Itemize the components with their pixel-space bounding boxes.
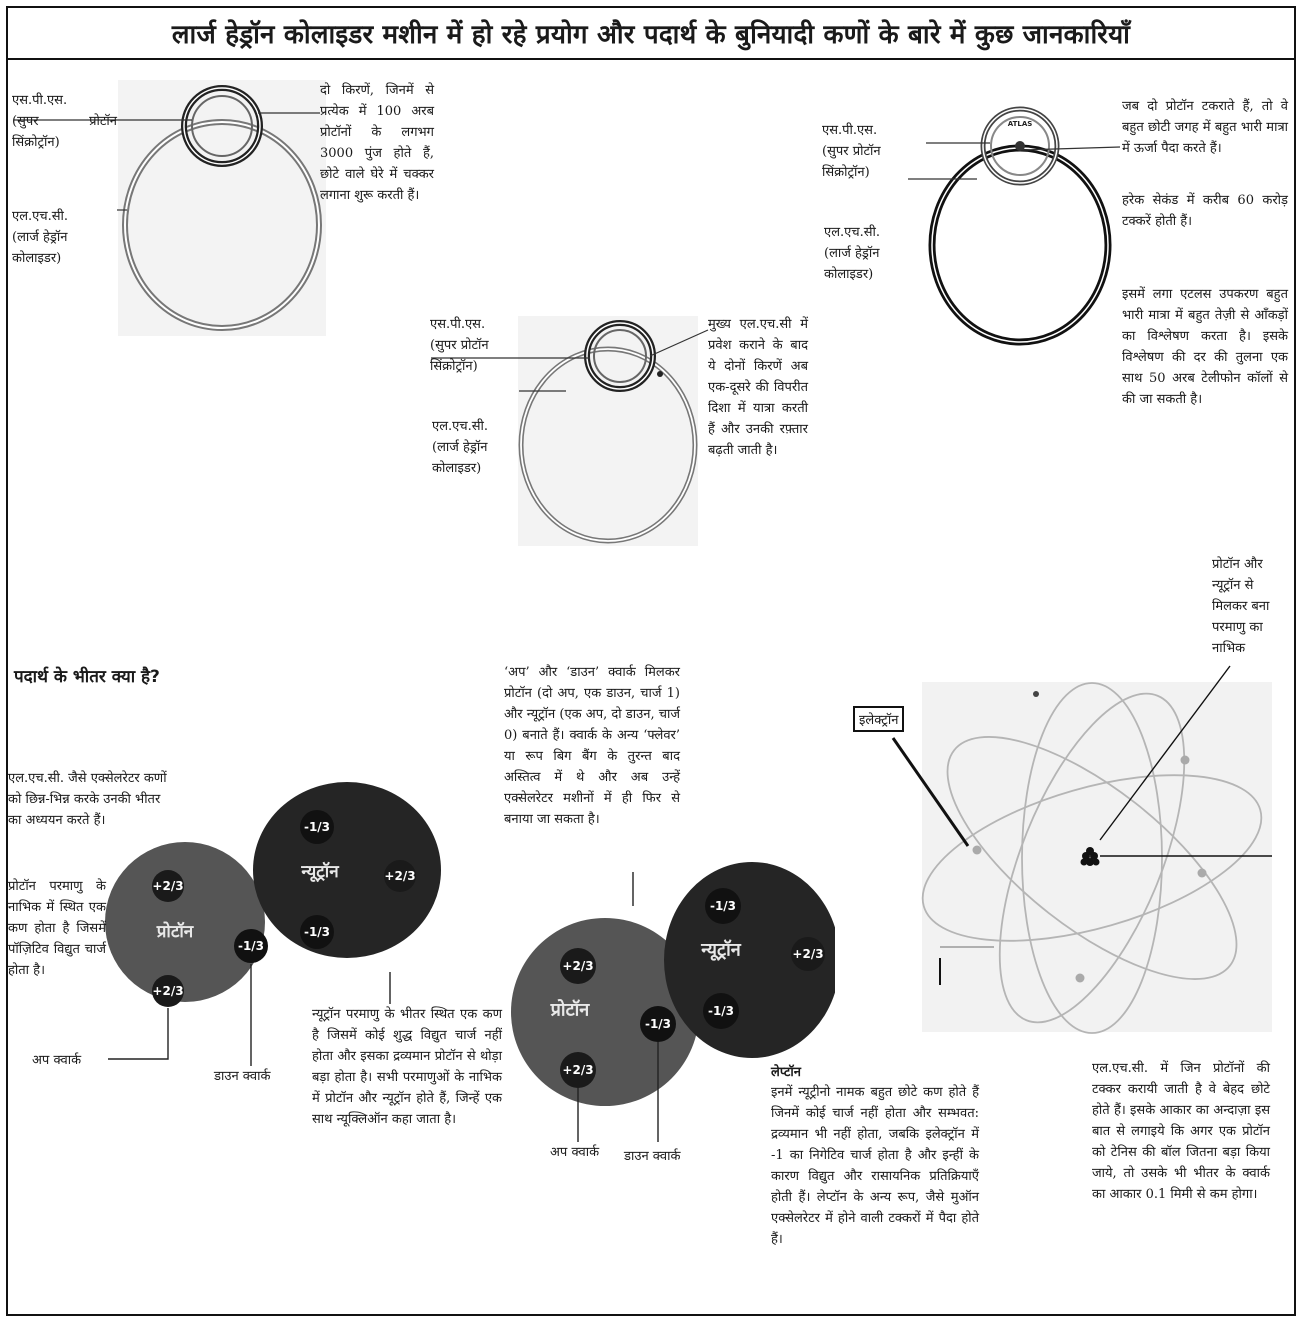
sps-label-3: एस.पी.एस. (सुपर प्रोटॉन सिंक्रोट्रॉन): [822, 123, 881, 180]
proton-label-1: प्रोटॉन: [156, 922, 194, 942]
stage3-atlas-text: इसमें लगा एटलस उपकरण बहुत भारी मात्रा में बहुत तेज़ी से आँकड़ों का विश्लेषण करता है। इसके विश्लेषण की दर की तुलना एक साथ 50 अरब टेलीफोन कॉलों से की जा सकती है।: [1122, 287, 1288, 407]
svg-text:-1/3: -1/3: [709, 899, 737, 913]
stage2-description: मुख्य एल.एच.सी में प्रवेश कराने के बाद ये दोनों किरणें अब एक-दूसरे की विपरीत दिशा में यात्रा करती हैं और उनकी रफ़्तार बढ़ती जाती है।: [708, 317, 808, 458]
stage3-collision-text: जब दो प्रोटॉन टकराते हैं, तो वे बहुत छोटी जगह में बहुत भारी मात्रा में ऊर्जा पैदा करते हैं।: [1122, 99, 1288, 156]
quark-description: ‘अप’ और ‘डाउन’ क्वार्क मिलकर प्रोटॉन (दो अप, एक डाउन, चार्ज 1) और न्यूट्रॉन (एक अप, दो डाउन, चार्ज 0) बनाते हैं। क्वार्क के अन्य ‘फ्लेवर’ या रूप बिग बैंग के तुरन्त बाद अस्तित्व में थे और अब उन्हें एक्सेलरेटर मशीनों में ही फिर से बनाया जा सकता है।: [504, 665, 680, 827]
svg-text:-1/3: -1/3: [707, 1004, 735, 1018]
electron-label: इलेक्ट्रॉन: [853, 706, 904, 732]
down-quark-label-2: डाउन क्वार्क: [624, 1149, 681, 1164]
sps-label-2: एस.पी.एस. (सुपर प्रोटॉन सिंक्रोट्रॉन): [430, 317, 489, 374]
up-quark-label-1: अप क्वार्क: [32, 1053, 82, 1068]
svg-text:-1/3: -1/3: [303, 925, 331, 939]
svg-text:-1/3: -1/3: [303, 820, 331, 834]
svg-text:+2/3: +2/3: [384, 869, 416, 883]
proton-label-2: प्रोटॉन: [550, 999, 590, 1021]
sps-label-1: एस.पी.एस. (सुपर प्रोटॉन सिंक्रोट्रॉन): [12, 93, 117, 150]
lhc-label-2: एल.एच.सी. (लार्ज हेड्रॉन कोलाइडर): [432, 419, 488, 476]
neutron-label-2: न्यूट्रॉन: [701, 939, 741, 961]
section-heading: पदार्थ के भीतर क्या है?: [14, 667, 160, 687]
accelerator-intro-text: एल.एच.सी. जैसे एक्सेलरेटर कणों को छिन्न-भिन्न करके उनकी भीतर का अध्ययन करते हैं।: [8, 771, 167, 828]
lepton-description: इनमें न्यूट्रीनो नामक बहुत छोटे कण होते हैं जिनमें कोई चार्ज नहीं होता और सम्भवत: द्रव्यमान भी नहीं होता, जबकि इलेक्ट्रॉन में -1 का निगेटिव चार्ज होता है और इन्हीं के कारण विद्युत और रासायनिक प्रतिक्रियाएँ होती हैं। लेप्टॉन के अन्य रूप, जैसे मुऑन एक्सेलरेटर में होने वाली टक्करों में पैदा होते हैं।: [771, 1085, 979, 1247]
lhc-label-1: एल.एच.सी. (लार्ज हेड्रॉन कोलाइडर): [12, 209, 68, 266]
atlas-label: ATLAS: [1007, 120, 1033, 128]
stage1-description: दो किरणें, जिनमें से प्रत्येक में 100 अरब प्रोटॉनों के लगभग 3000 पुंज होते हैं, छोटे वाले घेरे में चक्कर लगाना शुरू करती हैं।: [320, 83, 434, 203]
proton-description: प्रोटॉन परमाणु के नाभिक में स्थित एक कण होता है जिसमें पॉज़िटिव विद्युत चार्ज होता है।: [8, 879, 106, 978]
lhc-label-3: एल.एच.सी. (लार्ज हेड्रॉन कोलाइडर): [824, 225, 880, 282]
svg-text:+2/3: +2/3: [792, 947, 824, 961]
particles-diagram-2: [511, 850, 865, 1106]
stage3-rate-text: हरेक सेकंड में करीब 60 करोड़ टक्करें होती हैं।: [1122, 193, 1288, 229]
svg-text:+2/3: +2/3: [152, 984, 184, 998]
beam-injection-dot: [657, 371, 663, 377]
down-quark-label-1: डाउन क्वार्क: [214, 1069, 271, 1084]
page-title: लार्ज हेड्रॉन कोलाइडर मशीन में हो रहे प्रयोग और पदार्थ के बुनियादी कणों के बारे में कुछ जानकारियाँ: [171, 20, 1131, 50]
up-quark-label-2: अप क्वार्क: [550, 1145, 600, 1160]
nucleus-label: प्रोटॉन और न्यूट्रॉन से मिलकर बना परमाणु का नाभिक: [1212, 557, 1270, 656]
lhc-ring-stage3: [932, 148, 1108, 342]
lepton-title: लेप्टॉन: [771, 1065, 802, 1080]
neutron-label-1: न्यूट्रॉन: [301, 862, 339, 882]
svg-text:+2/3: +2/3: [152, 879, 184, 893]
svg-text:-1/3: -1/3: [237, 939, 265, 953]
svg-text:-1/3: -1/3: [644, 1017, 672, 1031]
svg-text:+2/3: +2/3: [562, 959, 594, 973]
stage3-rings: [932, 109, 1108, 342]
proton-size-text: एल.एच.सी. में जिन प्रोटॉनों की टक्कर करायी जाती है वे बेहद छोटे होते हैं। इसके आकार का अन्दाज़ा इस बात से लगाइये कि अगर एक प्रोटॉन को टेनिस की बॉल जितना बड़ा किया जाये, तो उसके भी भीतर के क्वार्क का आकार 0.1 मिमी से कम होगा।: [1092, 1061, 1270, 1202]
svg-text:+2/3: +2/3: [562, 1063, 594, 1077]
neutron-description: न्यूट्रॉन परमाणु के भीतर स्थित एक कण है जिसमें कोई शुद्ध विद्युत चार्ज नहीं होता और इसका द्रव्यमान प्रोटॉन से थोड़ा बड़ा होता है। सभी परमाणुओं के नाभिक में प्रोटॉन और न्यूट्रॉन होते हैं, जिन्हें एक साथ न्यूक्लिऑन कहा जाता है।: [312, 1007, 502, 1127]
